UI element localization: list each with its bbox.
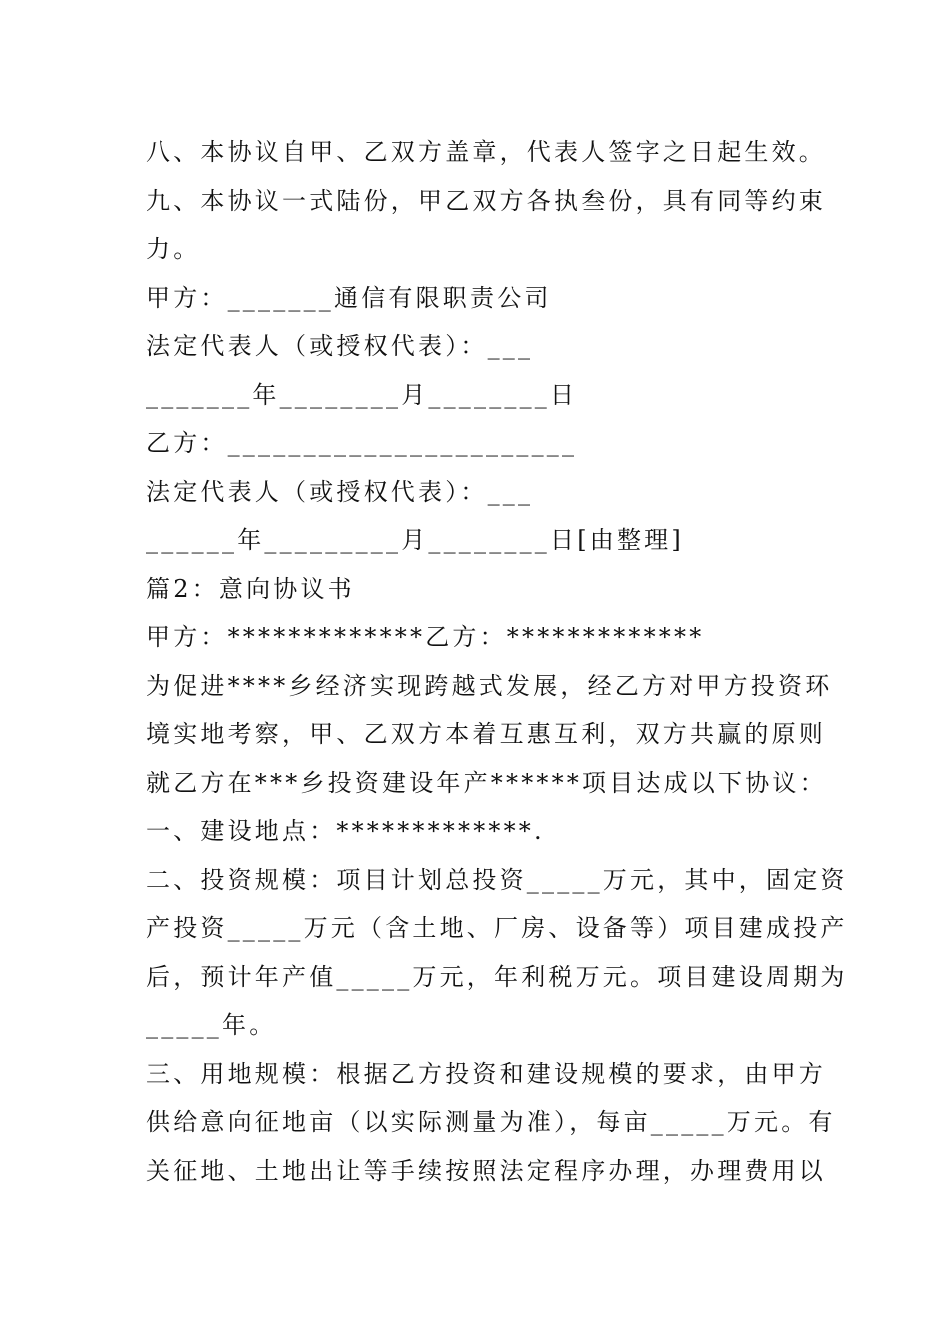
text-line: 乙方：_______________________	[146, 429, 578, 457]
text-line: 产投资_____万元（含土地、厂房、设备等）项目建成投产	[146, 914, 848, 942]
text-line: 法定代表人（或授权代表）：___	[146, 477, 534, 506]
text-line: _____年。	[146, 1011, 277, 1039]
text-line: 一、建设地点：*************.	[146, 817, 545, 845]
section-heading: 篇2：意向协议书	[146, 574, 355, 603]
text-line: 后，预计年产值_____万元，年利税万元。项目建设周期为	[146, 962, 848, 991]
text-line: 供给意向征地亩（以实际测量为准），每亩_____万元。有	[146, 1108, 836, 1136]
document-body	[146, 132, 848, 1199]
text-line: 九、本协议一式陆份，甲乙双方各执叁份，具有同等约束	[146, 186, 826, 215]
text-line: _______年________月________日	[146, 380, 578, 409]
text-line: 境实地考察，甲、乙双方本着互惠互利，双方共赢的原则	[146, 720, 826, 748]
text-line: ______年_________月________日[由整理]	[146, 526, 684, 554]
text-line: 法定代表人（或授权代表）：___	[146, 332, 534, 360]
text-line: 八、本协议自甲、乙双方盖章，代表人签字之日起生效。	[146, 138, 826, 166]
text-line: 二、投资规模：项目计划总投资_____万元，其中，固定资	[146, 865, 848, 894]
text-line: 关征地、土地出让等手续按照法定程序办理，办理费用以	[146, 1156, 826, 1185]
text-line: 力。	[146, 235, 201, 263]
text-line: 就乙方在***乡投资建设年产******项目达成以下协议：	[146, 768, 827, 797]
text-line: 甲方：*************乙方：*************	[146, 623, 705, 651]
text-line: 三、用地规模：根据乙方投资和建设规模的要求，由甲方	[146, 1059, 826, 1088]
text-line: 为促进****乡经济实现跨越式发展，经乙方对甲方投资环	[146, 671, 833, 700]
text-line: 甲方：_______通信有限职责公司	[146, 283, 552, 312]
